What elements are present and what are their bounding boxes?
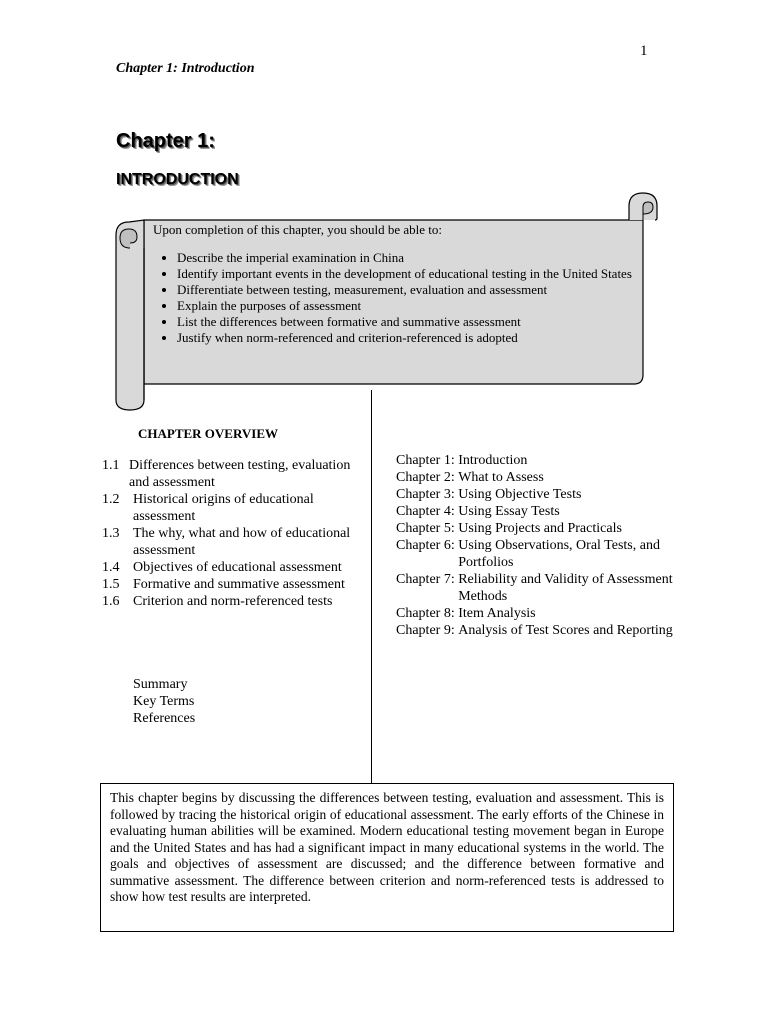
chapter-entry-title: Using Projects and Practicals [458,521,622,536]
chapter-entry-label: Chapter 8: [396,606,459,621]
overview-item [102,593,362,610]
objective-item: • Explain the purposes of assessment [177,298,643,314]
overview-item [102,576,362,593]
chapters-list [396,452,686,639]
overview-item-text: Differences between testing, evaluation and assessment [129,458,351,490]
overview-item-text: Formative and summative assessment [133,577,345,592]
overview-item-number: 1.5 [102,577,120,592]
chapter-entry-title: Analysis of Test Scores and Reporting [458,623,673,638]
overview-list [102,457,362,610]
overview-item-number: 1.2 [102,492,120,507]
overview-item-number: 1.4 [102,560,120,575]
objective-item: • Describe the imperial examination in China [177,250,643,266]
chapter-entry-title: Using Objective Tests [458,487,582,502]
chapter-entry [396,503,686,520]
chapter-entry-label: Chapter 7: [396,572,459,587]
overview-item-number: 1.1 [102,458,120,473]
overview-item [102,525,362,559]
chapter-entry-title: What to Assess [458,470,544,485]
chapter-subtitle: INTRODUCTION [116,171,239,188]
learning-objectives [153,222,643,346]
objective-item: • Justify when norm-referenced and criterion-referenced is adopted [177,330,643,346]
running-header: Chapter 1: Introduction [116,61,255,76]
chapter-heading: Chapter 1: [116,130,215,152]
overview-item [102,491,362,525]
overview-item-text: Objectives of educational assessment [133,560,342,575]
objective-item: • List the differences between formative and summative assessment [177,314,643,330]
overview-item-number: 1.3 [102,526,120,541]
chapter-entry-label: Chapter 2: [396,470,459,485]
overview-key-terms: Key Terms [133,694,195,709]
chapter-entry-title: Item Analysis [458,606,536,621]
overview-item-number: 1.6 [102,594,120,609]
page-number: 1 [640,43,648,59]
chapter-entry [396,571,686,605]
chapter-entry-title: Using Essay Tests [458,504,560,519]
chapter-entry [396,486,686,503]
overview-summary: Summary [133,677,188,692]
chapter-summary-box: This chapter begins by discussing the differences between testing, evaluation and assessment. This is followed by tracing the historical origin of educational assessment. The early efforts of the Chinese in evaluating human abilities will be examined. Modern educational testing movement began in Europe and the United States and has had a significant impact in many educational systems in the world. The goals and objectives of assessment are discussed; and the difference between formative and summative assessment. The difference between criterion and norm-referenced tests is addressed to show how test results are interpreted. [100,783,674,932]
objective-item: • Differentiate between testing, measurement, evaluation and assessment [177,282,643,298]
chapter-entry [396,469,686,486]
overview-item [102,457,362,491]
chapter-entry-label: Chapter 1: [396,453,459,468]
column-divider [371,390,372,783]
overview-item-text: Criterion and norm-referenced tests [133,594,333,609]
chapter-entry-title: Using Observations, Oral Tests, and Portfolios [458,538,660,570]
chapter-entry [396,520,686,537]
chapter-entry-label: Chapter 3: [396,487,459,502]
objectives-list [153,250,643,346]
chapter-entry-label: Chapter 9: [396,623,459,638]
chapter-entry-label: Chapter 5: [396,521,459,536]
overview-references: References [133,711,196,726]
overview-title: CHAPTER OVERVIEW [138,426,279,441]
chapter-entry-title: Introduction [458,453,528,468]
chapter-entry [396,452,686,469]
objectives-intro: Upon completion of this chapter, you should be able to: [153,222,443,237]
chapter-entry [396,622,686,639]
chapter-entry [396,605,686,622]
chapter-entry-label: Chapter 6: [396,538,459,553]
overview-extras [133,676,195,727]
chapter-entry [396,537,686,571]
overview-item-text: The why, what and how of educational assessment [133,526,351,558]
overview-item [102,559,362,576]
overview-item-text: Historical origins of educational assessment [133,492,314,524]
chapter-entry-label: Chapter 4: [396,504,459,519]
objective-item: • Identify important events in the development of educational testing in the United States [177,266,643,282]
chapter-entry-title: Reliability and Validity of Assessment Methods [458,572,673,604]
